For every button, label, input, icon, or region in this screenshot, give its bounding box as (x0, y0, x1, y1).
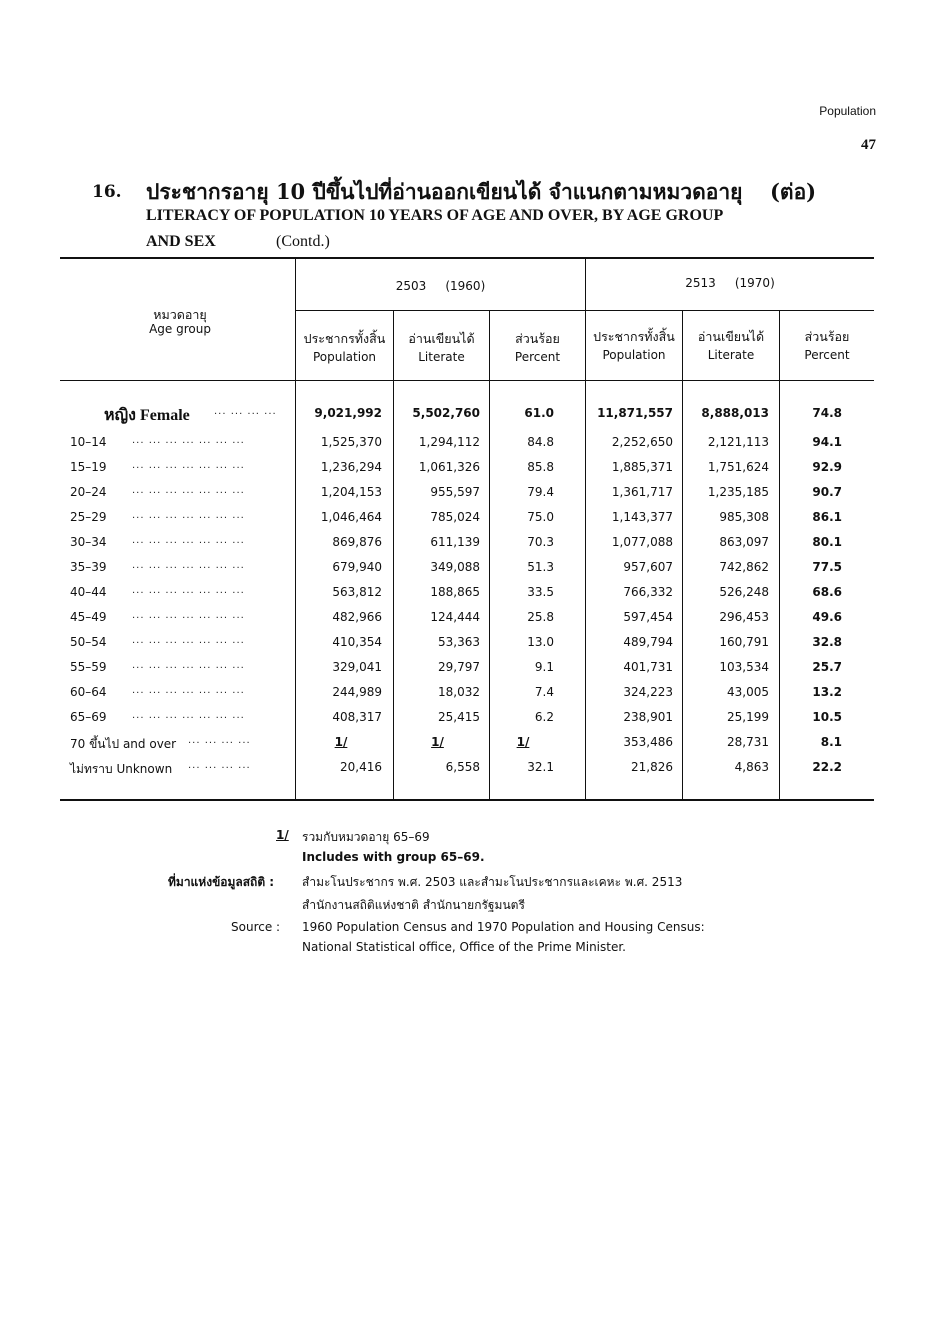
col-population-1960: ประชากรทั้งสิ้น Population (303, 331, 386, 364)
table-row (0, 460, 941, 485)
row-label: 50–54 (70, 635, 107, 649)
leader-dots: ... ... ... ... (188, 760, 251, 771)
table-cell: 79.4 (527, 485, 554, 499)
leader-dots: ... ... ... ... ... ... ... (132, 585, 245, 596)
table-cell: 349,088 (430, 560, 480, 574)
title-english-line1: LITERACY OF POPULATION 10 YEARS OF AGE AND OVER, BY AGE GROUP (146, 207, 724, 224)
table-row (0, 406, 941, 431)
table-cell: 2,121,113 (707, 435, 769, 449)
table-cell: 32.8 (812, 635, 842, 649)
source-english-label: Source : (231, 920, 281, 934)
table-cell: 86.1 (812, 510, 842, 524)
footnote-marker: 1/ (276, 828, 289, 842)
table-cell: 296,453 (719, 610, 769, 624)
table-cell: 611,139 (430, 535, 480, 549)
table-cell: 8,888,013 (701, 406, 769, 420)
table-cell: 679,940 (332, 560, 382, 574)
row-label: 40–44 (70, 585, 107, 599)
title-thai: ประชากรอายุ 10 ปีขึ้นไปที่อ่านออกเขียนได้ จำแนกตามหมวดอายุ (146, 179, 743, 204)
leader-dots: ... ... ... ... (214, 406, 277, 417)
year-1970-header: 2513 (1970) (685, 276, 775, 290)
table-title (92, 176, 892, 208)
header-age-group (110, 306, 250, 338)
table-cell: 324,223 (623, 685, 673, 699)
leader-dots: ... ... ... ... ... ... ... (132, 510, 245, 521)
table-cell: 92.9 (812, 460, 842, 474)
table-cell: 75.0 (527, 510, 554, 524)
row-label: 20–24 (70, 485, 107, 499)
row-label: 10–14 (70, 435, 107, 449)
table-row (0, 485, 941, 510)
table-cell: 1/ (516, 735, 530, 749)
leader-dots: ... ... ... ... ... ... ... (132, 610, 245, 621)
table-cell: 526,248 (719, 585, 769, 599)
title-english-line2: AND SEX (146, 233, 216, 250)
row-label: 15–19 (70, 460, 107, 474)
row-label: 35–39 (70, 560, 107, 574)
table-cell: 74.8 (812, 406, 842, 420)
table-cell: 25.8 (527, 610, 554, 624)
table-cell: 563,812 (332, 585, 382, 599)
table-cell: 80.1 (812, 535, 842, 549)
table-row (0, 760, 941, 785)
table-cell: 742,862 (719, 560, 769, 574)
table-row (0, 660, 941, 685)
table-cell: 188,865 (430, 585, 480, 599)
table-row (0, 610, 941, 635)
row-label: หญิง Female (104, 407, 190, 424)
table-cell: 160,791 (719, 635, 769, 649)
table-cell: 32.1 (527, 760, 554, 774)
table-cell: 61.0 (524, 406, 554, 420)
table-row (0, 510, 941, 535)
table-cell: 20,416 (340, 760, 382, 774)
table-cell: 766,332 (623, 585, 673, 599)
leader-dots: ... ... ... ... ... ... ... (132, 485, 245, 496)
age-group-english: Age group (149, 322, 211, 336)
source-thai-line1: สำมะโนประชากร พ.ศ. 2503 และสำมะโนประชากรและเคหะ พ.ศ. 2513 (302, 875, 683, 889)
table-cell: 94.1 (812, 435, 842, 449)
table-row (0, 710, 941, 735)
table-cell: 7.4 (534, 685, 554, 699)
table-cell: 1,885,371 (611, 460, 673, 474)
table-cell: 84.8 (527, 435, 554, 449)
leader-dots: ... ... ... ... ... ... ... (132, 660, 245, 671)
table-cell: 9,021,992 (314, 406, 382, 420)
source-thai-line2: สำนักงานสถิติแห่งชาติ สำนักนายกรัฐมนตรี (302, 898, 525, 912)
source-thai-label: ที่มาแห่งข้อมูลสถิติ : (168, 875, 275, 889)
table-cell: 401,731 (623, 660, 673, 674)
table-cell: 353,486 (623, 735, 673, 749)
table-row (0, 435, 941, 460)
table-cell: 43,005 (727, 685, 769, 699)
table-cell: 22.2 (812, 760, 842, 774)
title-english-contd: (Contd.) (276, 233, 330, 250)
table-cell: 1,061,326 (418, 460, 480, 474)
table-row (0, 685, 941, 710)
table-bottom-rule (60, 799, 874, 801)
row-label: 55–59 (70, 660, 107, 674)
leader-dots: ... ... ... ... ... ... ... (132, 560, 245, 571)
leader-dots: ... ... ... ... (188, 735, 251, 746)
page-number: 47 (861, 137, 876, 153)
table-cell: 863,097 (719, 535, 769, 549)
table-cell: 8.1 (820, 735, 842, 749)
table-cell: 489,794 (623, 635, 673, 649)
table-cell: 49.6 (812, 610, 842, 624)
year-1960-header: 2503 (1960) (395, 279, 486, 293)
title-thai-contd: (ต่อ) (770, 179, 817, 204)
table-cell: 124,444 (430, 610, 480, 624)
row-label: ไม่ทราบ Unknown (70, 762, 173, 776)
table-cell: 1,235,185 (707, 485, 769, 499)
leader-dots: ... ... ... ... ... ... ... (132, 710, 245, 721)
table-cell: 4,863 (734, 760, 769, 774)
table-cell: 785,024 (430, 510, 480, 524)
table-cell: 244,989 (332, 685, 382, 699)
col-literate-1970: อ่านเขียนได้ Literate (697, 329, 765, 362)
leader-dots: ... ... ... ... ... ... ... (132, 535, 245, 546)
leader-dots: ... ... ... ... ... ... ... (132, 460, 245, 471)
table-cell: 1,361,717 (611, 485, 673, 499)
table-cell: 25.7 (812, 660, 842, 674)
table-cell: 1,525,370 (320, 435, 382, 449)
table-cell: 1,294,112 (418, 435, 480, 449)
row-label: 30–34 (70, 535, 107, 549)
col-percent-1960: ส่วนร้อย Percent (514, 331, 561, 364)
table-cell: 25,199 (727, 710, 769, 724)
table-cell: 1/ (334, 735, 348, 749)
table-top-rule (60, 257, 874, 259)
table-cell: 957,607 (623, 560, 673, 574)
row-label: 45–49 (70, 610, 107, 624)
table-cell: 9.1 (534, 660, 554, 674)
table-cell: 1,751,624 (707, 460, 769, 474)
table-cell: 1/ (431, 735, 444, 749)
table-cell: 238,901 (623, 710, 673, 724)
running-head: Population (819, 104, 876, 118)
table-cell: 597,454 (623, 610, 673, 624)
table-row (0, 635, 941, 660)
table-cell: 53,363 (438, 635, 480, 649)
table-cell: 13.2 (812, 685, 842, 699)
table-cell: 18,032 (438, 685, 480, 699)
table-row (0, 585, 941, 610)
table-cell: 77.5 (812, 560, 842, 574)
row-label: 60–64 (70, 685, 107, 699)
table-cell: 70.3 (527, 535, 554, 549)
table-cell: 11,871,557 (597, 406, 673, 420)
col-population-1970: ประชากรทั้งสิ้น Population (593, 329, 675, 362)
table-cell: 955,597 (430, 485, 480, 499)
table-cell: 482,966 (332, 610, 382, 624)
source-english-line2: National Statistical office, Office of the Prime Minister. (302, 940, 626, 954)
table-cell: 29,797 (438, 660, 480, 674)
table-cell: 28,731 (727, 735, 769, 749)
table-cell: 1,236,294 (320, 460, 382, 474)
source-english-line1: 1960 Population Census and 1970 Population and Housing Census: (302, 920, 705, 934)
row-label: 65–69 (70, 710, 107, 724)
leader-dots: ... ... ... ... ... ... ... (132, 685, 245, 696)
table-cell: 869,876 (332, 535, 382, 549)
row-label: 70 ขึ้นไป and over (70, 737, 177, 751)
leader-dots: ... ... ... ... ... ... ... (132, 635, 245, 646)
table-cell: 13.0 (527, 635, 554, 649)
table-cell: 985,308 (719, 510, 769, 524)
table-cell: 408,317 (332, 710, 382, 724)
table-cell: 1,204,153 (320, 485, 382, 499)
table-cell: 10.5 (812, 710, 842, 724)
table-cell: 1,077,088 (611, 535, 673, 549)
table-cell: 103,534 (719, 660, 769, 674)
table-cell: 2,252,650 (611, 435, 673, 449)
col-literate-1960: อ่านเขียนได้ Literate (408, 331, 475, 364)
table-cell: 51.3 (527, 560, 554, 574)
table-cell: 33.5 (527, 585, 554, 599)
footnote-english: Includes with group 65–69. (302, 850, 485, 864)
row-label: 25–29 (70, 510, 107, 524)
table-cell: 21,826 (631, 760, 673, 774)
table-cell: 6.2 (534, 710, 554, 724)
table-cell: 1,143,377 (611, 510, 673, 524)
table-cell: 410,354 (332, 635, 382, 649)
col-percent-1970: ส่วนร้อย Percent (804, 329, 850, 362)
table-cell: 1,046,464 (320, 510, 382, 524)
age-group-thai: หมวดอายุ (153, 307, 207, 322)
table-cell: 329,041 (332, 660, 382, 674)
table-cell: 90.7 (812, 485, 842, 499)
table-cell: 25,415 (438, 710, 480, 724)
header-bottom-rule (60, 380, 874, 381)
footnote-thai: รวมกับหมวดอายุ 65–69 (302, 830, 430, 844)
table-cell: 6,558 (445, 760, 480, 774)
table-row (0, 560, 941, 585)
leader-dots: ... ... ... ... ... ... ... (132, 435, 245, 446)
table-row (0, 735, 941, 760)
table-number: 16. (92, 182, 122, 202)
table-row (0, 535, 941, 560)
table-cell: 5,502,760 (412, 406, 480, 420)
table-cell: 85.8 (527, 460, 554, 474)
table-cell: 68.6 (812, 585, 842, 599)
